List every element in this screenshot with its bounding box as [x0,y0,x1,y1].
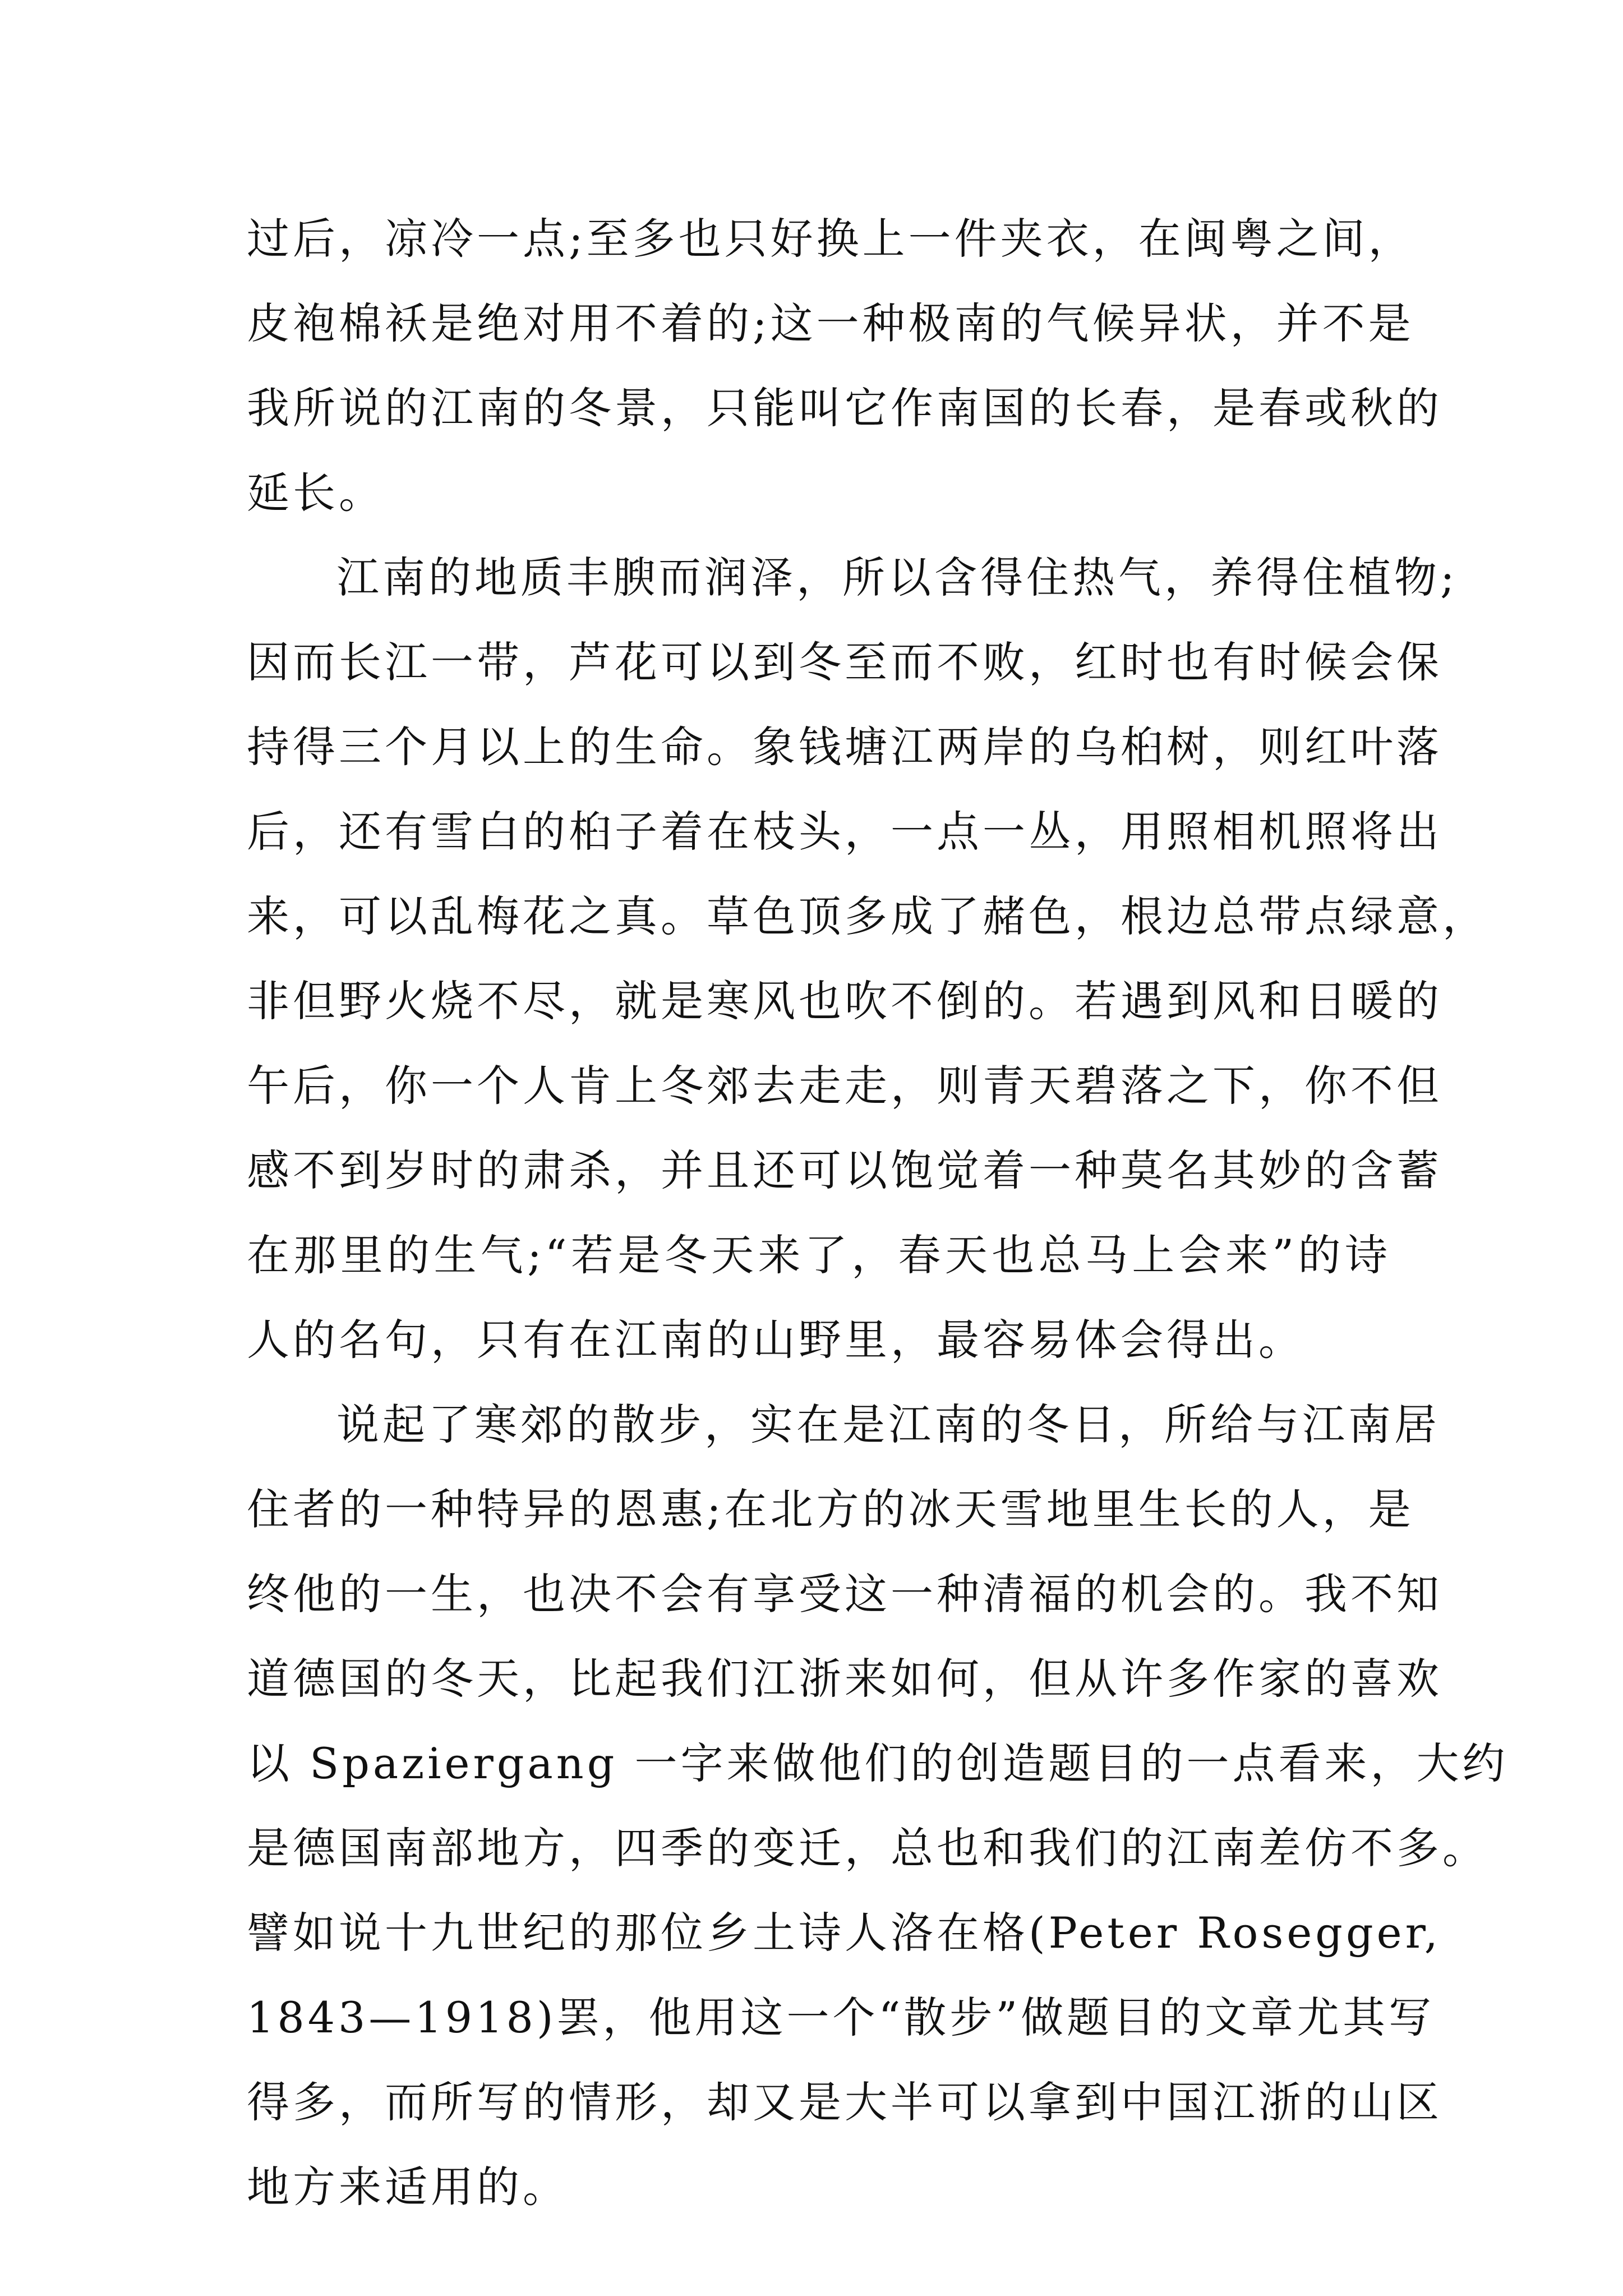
text-line: 譬如说十九世纪的那位乡土诗人洛在格(Peter Rosegger, [247,1908,1441,1958]
text-line: 江南的地质丰腴而润泽，所以含得住热气，养得住植物; [336,553,1458,602]
text-line: 后，还有雪白的桕子着在枝头，一点一丛，用照相机照将出 [247,807,1442,857]
text-line: 我所说的江南的冬景，只能叫它作南国的长春，是春或秋的 [247,383,1442,433]
text-line: 住者的一种特异的恩惠;在北方的冰天雪地里生长的人，是 [247,1484,1414,1534]
text-line: 皮袍棉袄是绝对用不着的;这一种极南的气候异状，并不是 [247,298,1414,348]
text-line: 是德国南部地方，四季的变迁，总也和我们的江南差仿不多。 [247,1823,1488,1873]
text-line: 得多，而所写的情形，却又是大半可以拿到中国江浙的山区 [247,2077,1442,2127]
text-line: 地方来适用的。 [247,2162,569,2212]
paragraph-3 [247,1382,1509,2229]
text-line: 终他的一生，也决不会有享受这一种清福的机会的。我不知 [247,1569,1442,1619]
text-line: 人的名句，只有在江南的山野里，最容易体会得出。 [247,1315,1304,1365]
text-line: 在那里的生气;“若是冬天来了，春天也总马上会来”的诗 [247,1230,1391,1280]
text-line: 来，可以乱梅花之真。草色顶多成了赭色，根边总带点绿意， [247,891,1488,941]
text-line: 道德国的冬天，比起我们江浙来如何，但从许多作家的喜欢 [247,1654,1442,1704]
paragraph-2 [247,535,1488,1382]
text-line: 非但野火烧不尽，就是寒风也吹不倒的。若遇到风和日暖的 [247,976,1442,1026]
text-line: 1843—1918)罢，他用这一个“散步”做题目的文章尤其写 [247,1993,1435,2042]
text-line: 持得三个月以上的生命。象钱塘江两岸的乌桕树，则红叶落 [247,722,1442,772]
text-line: 以 Spaziergang 一字来做他们的创造题目的一点看来，大约 [247,1738,1509,1788]
text-line: 延长。 [247,468,385,518]
text-line: 感不到岁时的肃杀，并且还可以饱觉着一种莫名其妙的含蓄 [247,1145,1442,1195]
paragraph-1 [247,196,1442,535]
text-line: 午后，你一个人肯上冬郊去走走，则青天碧落之下，你不但 [247,1061,1442,1111]
text-line: 过后，凉冷一点;至多也只好换上一件夹衣，在闽粤之间， [247,214,1414,264]
text-line: 说起了寒郊的散步，实在是江南的冬日，所给与江南居 [336,1400,1440,1450]
text-line: 因而长江一带，芦花可以到冬至而不败，红时也有时候会保 [247,637,1442,687]
body-text [247,196,1509,2229]
